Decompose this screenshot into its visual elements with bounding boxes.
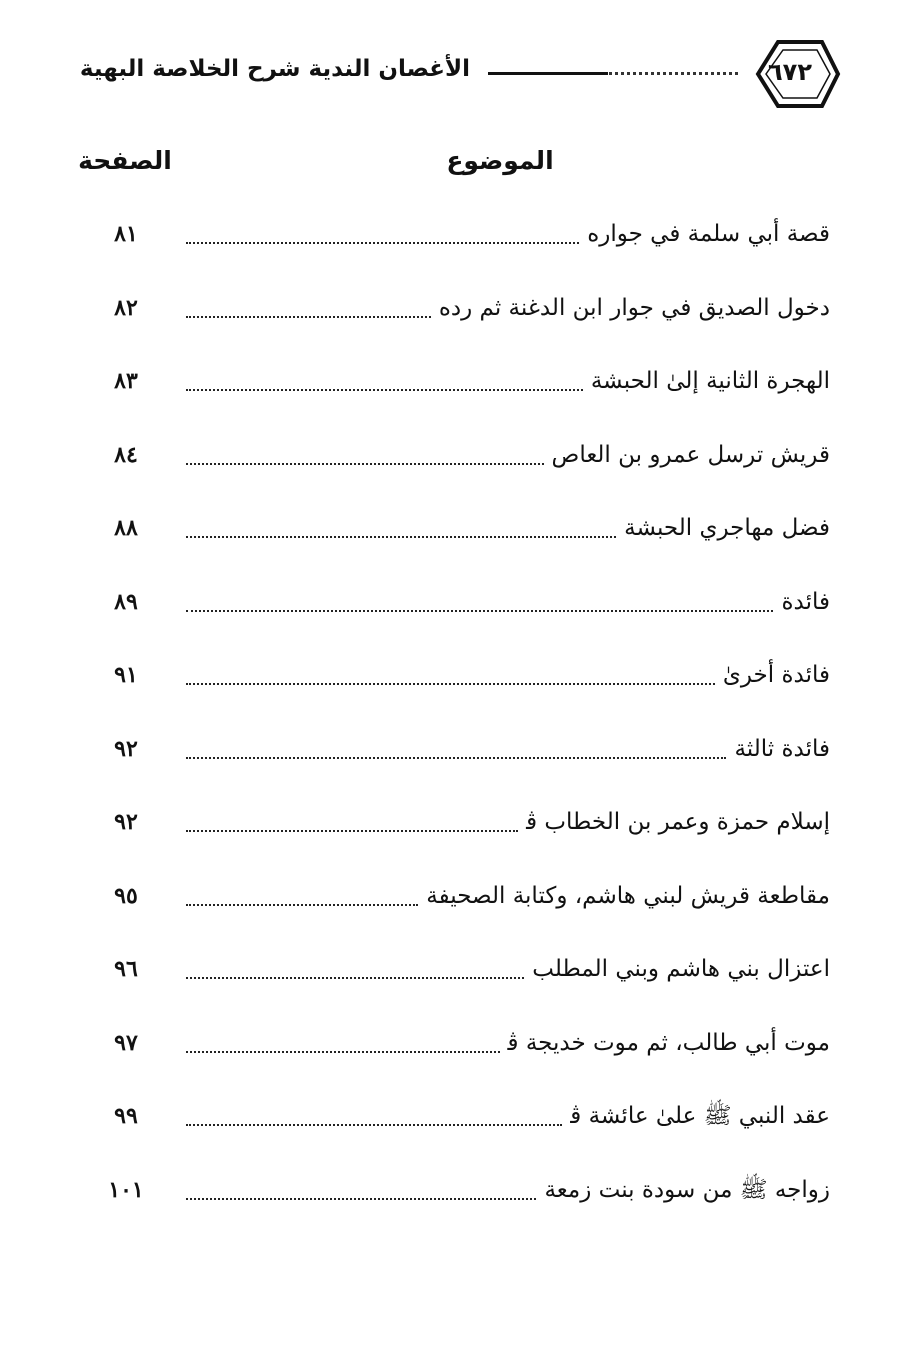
toc-entry-page: ٨١ <box>114 221 138 247</box>
toc-entry-page: ٩٩ <box>114 1103 138 1129</box>
toc-entry-line <box>186 582 830 622</box>
toc-entry-page: ٩٢ <box>114 809 138 835</box>
toc-entry-title: اعتزال بني هاشم وبني المطلب <box>532 956 830 982</box>
dot-leader <box>186 463 544 465</box>
toc-entry-line <box>186 288 830 328</box>
toc-entry-title: فائدة ثالثة <box>734 735 830 762</box>
dot-leader <box>186 316 431 318</box>
toc-entry-title: الهجرة الثانية إلىٰ الحبشة <box>590 368 830 394</box>
toc-entry <box>0 204 920 278</box>
toc-entry <box>0 719 920 793</box>
toc-entry-title: فضل مهاجري الحبشة <box>624 515 830 541</box>
toc-entry <box>0 645 920 719</box>
toc-entry <box>0 278 920 352</box>
toc-entry <box>0 1086 920 1160</box>
toc-entry-page: ٨٨ <box>114 515 138 541</box>
toc-entry-line <box>186 876 830 916</box>
toc-entry-line <box>186 508 830 548</box>
dot-leader <box>186 1051 500 1053</box>
toc-entry-title: دخول الصديق في جوار ابن الدغنة ثم رده <box>438 294 830 321</box>
toc-entry-page: ٩١ <box>114 662 138 688</box>
toc-entry <box>0 792 920 866</box>
toc-entry <box>0 866 920 940</box>
toc-entry-line <box>186 1096 830 1136</box>
toc-list <box>0 204 920 1233</box>
toc-entry-title: فائدة <box>781 588 830 615</box>
toc-entry-title: إسلام حمزة وعمر بن الخطاب ﭬ <box>526 809 830 835</box>
dot-leader <box>186 757 726 759</box>
dot-leader <box>186 830 518 832</box>
topic-column-heading: الموضوع <box>446 146 554 175</box>
toc-entry-page: ٩٦ <box>114 956 138 982</box>
toc-entry-line <box>186 802 830 842</box>
toc-entry-line <box>186 655 830 695</box>
dot-leader <box>186 1124 562 1126</box>
toc-entry <box>0 1013 920 1087</box>
toc-entry-line <box>186 214 830 254</box>
toc-entry-title: موت أبي طالب، ثم موت خديجة ﭬ <box>507 1029 830 1056</box>
toc-entry-line <box>186 1023 830 1063</box>
dot-leader <box>186 610 773 612</box>
toc-entry-page: ٨٩ <box>114 588 138 615</box>
toc-entry-line <box>186 949 830 989</box>
toc-entry-line <box>186 1170 830 1210</box>
dot-leader <box>186 683 715 685</box>
dot-leader <box>186 536 616 538</box>
toc-entry-page: ٩٧ <box>114 1029 138 1056</box>
toc-entry-title: زواجه ﷺ من سودة بنت زمعة <box>544 1176 830 1203</box>
page-number: ٦٧٢ <box>768 58 812 86</box>
dot-leader <box>186 1198 536 1200</box>
running-title: الأغصان الندية شرح الخلاصة البهية <box>79 56 470 82</box>
toc-entry <box>0 1160 920 1234</box>
toc-entry-title: قريش ترسل عمرو بن العاص <box>551 441 830 468</box>
toc-entry <box>0 425 920 499</box>
toc-entry-title: عقد النبي ﷺ علىٰ عائشة ﭬ <box>570 1103 830 1129</box>
toc-entry-page: ٨٣ <box>114 368 138 394</box>
dot-leader <box>186 389 583 391</box>
page-number-badge <box>738 34 842 114</box>
toc-entry-page: ٨٢ <box>114 294 138 321</box>
toc-entry-page: ١٠١ <box>108 1176 144 1203</box>
toc-entry-line <box>186 361 830 401</box>
dot-leader <box>186 904 418 906</box>
toc-entry <box>0 351 920 425</box>
toc-entry-title: مقاطعة قريش لبني هاشم، وكتابة الصحيفة <box>426 882 830 909</box>
header-divider-solid <box>488 72 608 75</box>
toc-entry-page: ٩٥ <box>114 882 138 909</box>
toc-entry-title: قصة أبي سلمة في جواره <box>587 221 830 247</box>
toc-entry-title: فائدة أخرىٰ <box>722 662 830 688</box>
dot-leader <box>186 242 579 244</box>
toc-entry <box>0 939 920 1013</box>
toc-entry-line <box>186 729 830 769</box>
column-headings <box>0 138 920 188</box>
toc-entry-page: ٩٢ <box>114 735 138 762</box>
dot-leader <box>186 977 524 979</box>
page-column-heading: الصفحة <box>78 146 172 175</box>
running-header <box>70 34 850 118</box>
toc-entry <box>0 498 920 572</box>
toc-entry-line <box>186 435 830 475</box>
toc-entry <box>0 572 920 646</box>
toc-entry-page: ٨٤ <box>114 441 138 468</box>
